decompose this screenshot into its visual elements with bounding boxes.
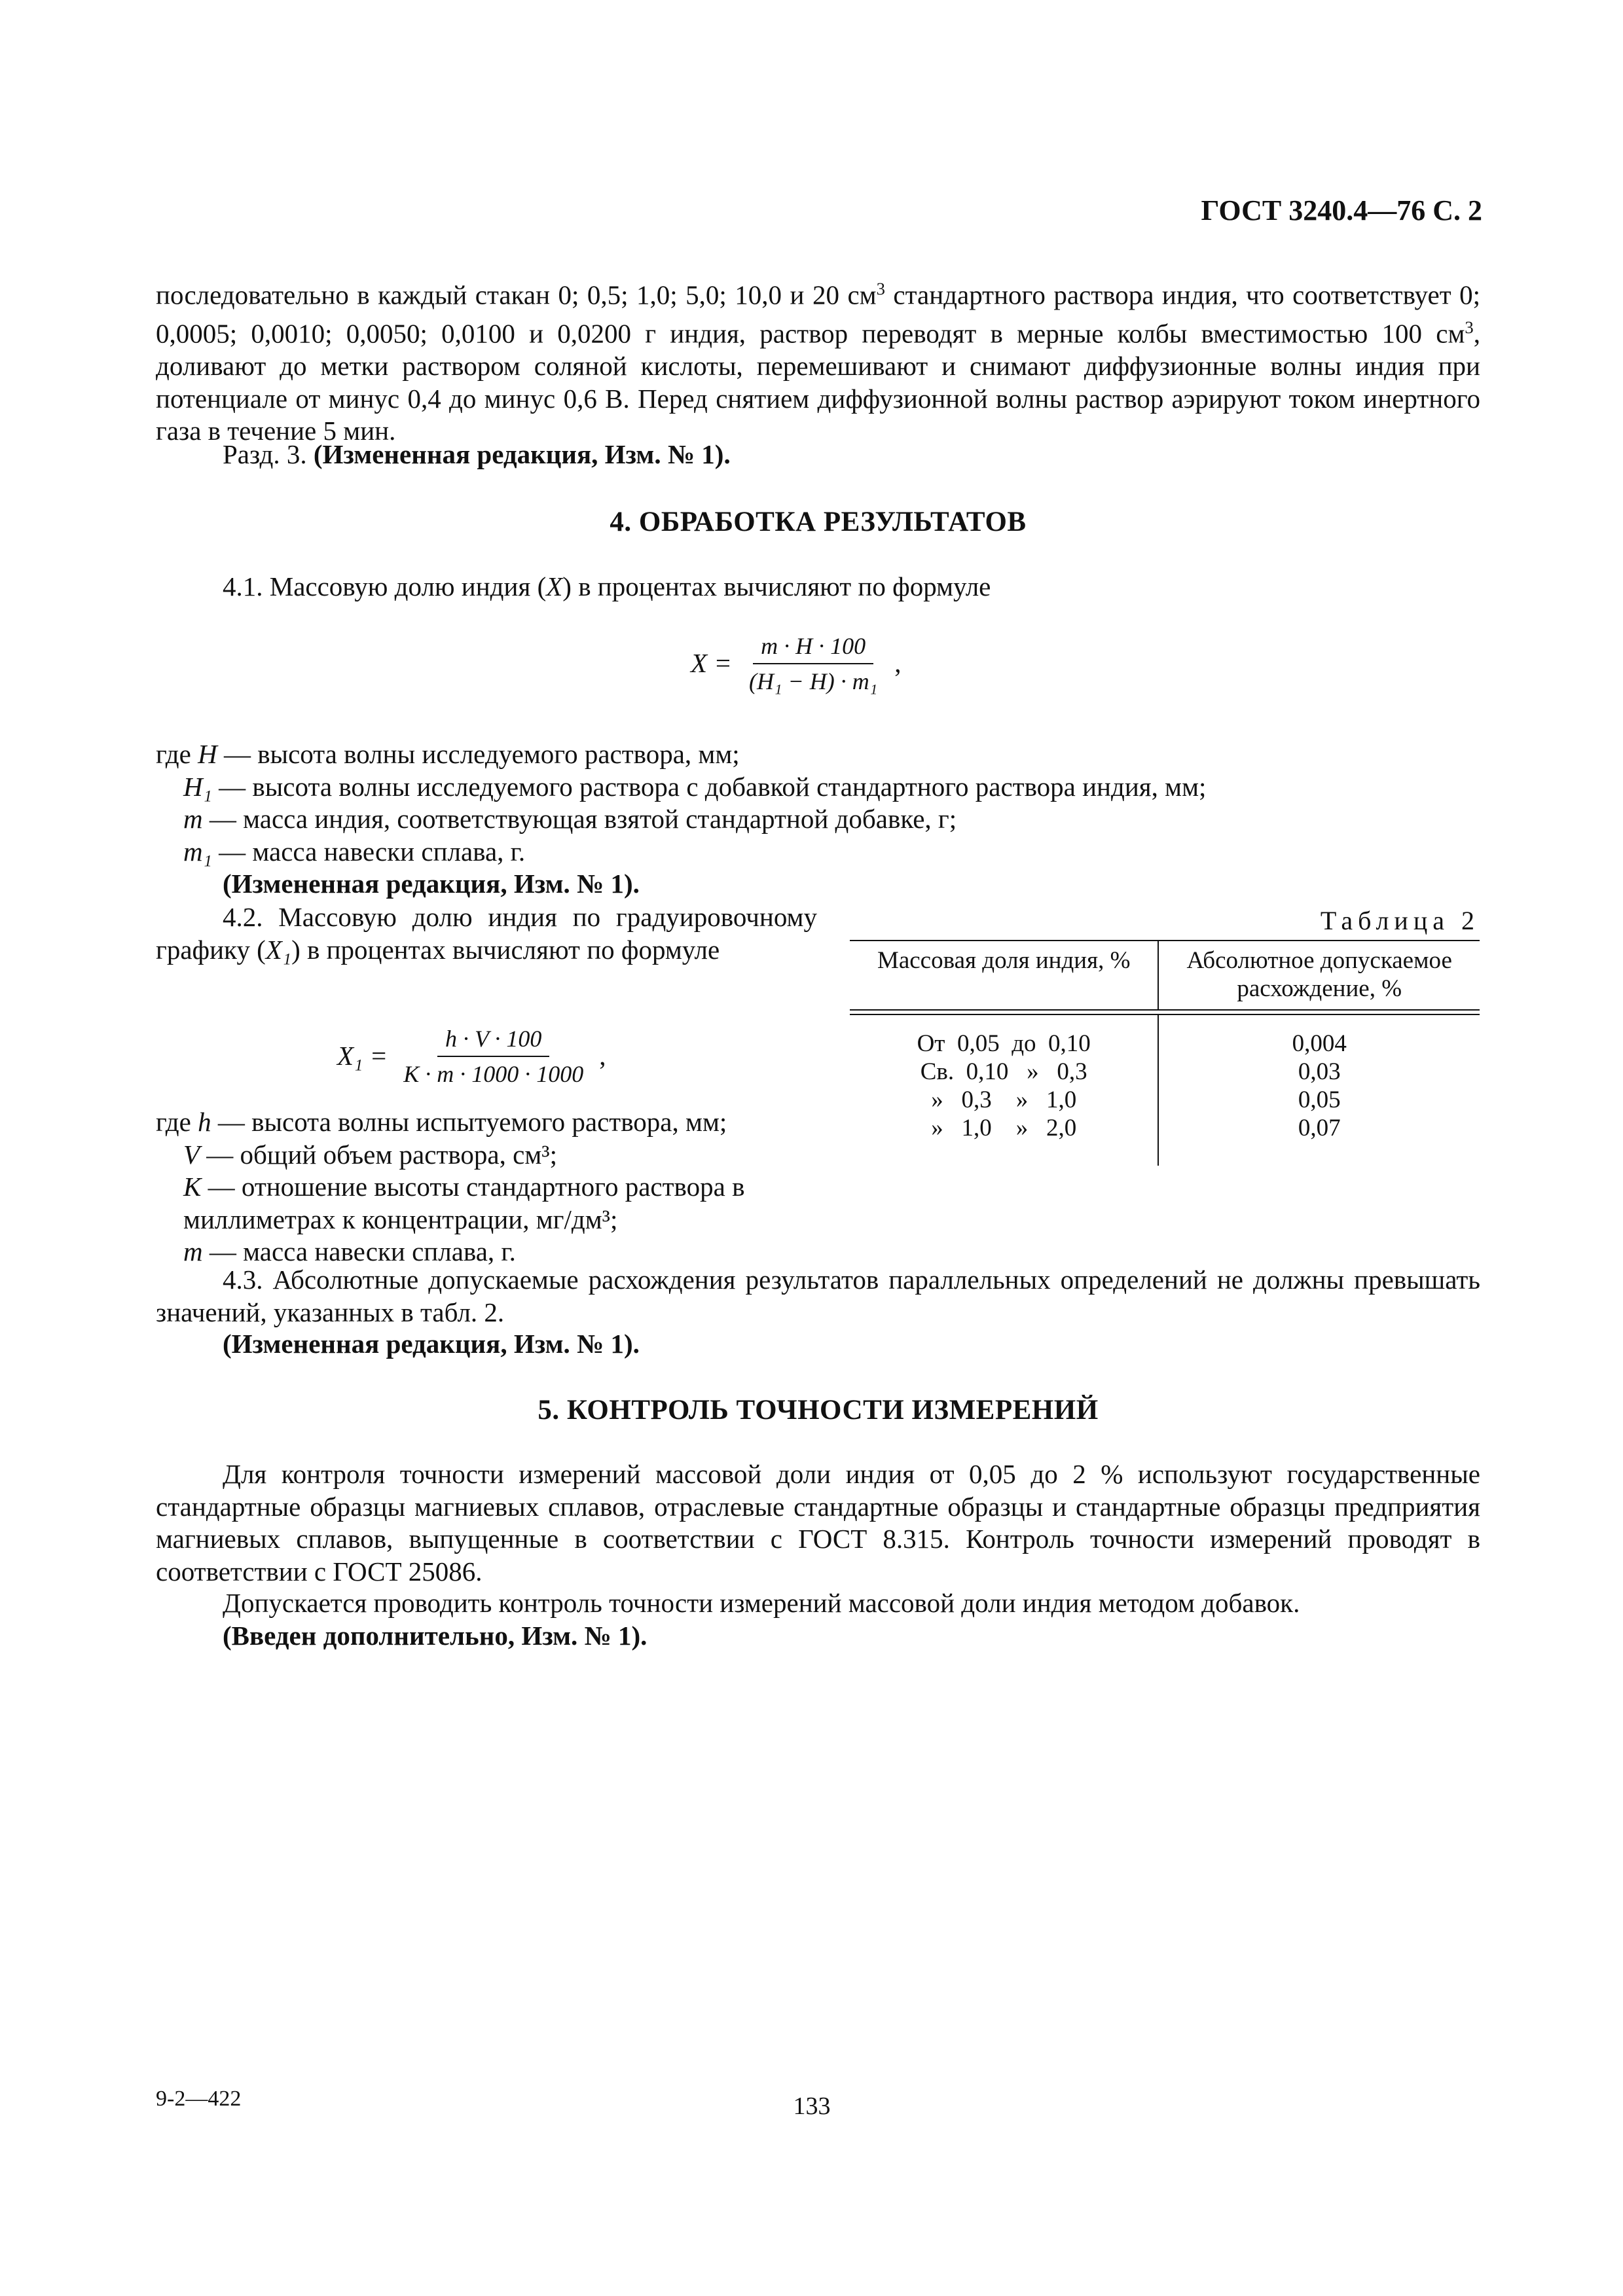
where-item — [156, 1171, 817, 1236]
definition: — высота волны исследуемого раствора с добавкой стандартного раствора индия, мм; — [211, 771, 1207, 802]
symbol: K — [183, 1172, 202, 1202]
superscript: 3 — [1465, 317, 1474, 338]
para-4-3: 4.3. Абсолютные допускаемые расхождения результатов параллельных определений не должны превышать значений, указанных в табл. 2. — [156, 1265, 1480, 1327]
section-4-title: 4. ОБРАБОТКА РЕЗУЛЬТАТОВ — [610, 507, 1027, 537]
formula-2-lhs: X₁ = — [337, 1041, 388, 1071]
definition: — масса навески сплава, г. — [211, 836, 526, 867]
p42-text-end: ) в процентах вычисляют по формуле — [291, 934, 720, 965]
symbol: H — [198, 739, 217, 769]
para-4-2 — [156, 901, 817, 966]
table-header-double-rule — [850, 1010, 1480, 1014]
p41-text: 4.1. Массовую долю индия ( — [223, 571, 547, 601]
symbol: H₁ — [183, 771, 212, 802]
formula-1-lhs: X = — [691, 648, 732, 679]
intro-text-2: стандартного раствора индия, что соответствует 0; 0,0005; 0,0010; 0,0050; 0,0100 и 0,0200 г индия, раствор переводят в мерные колбы вместимостью 100 см — [156, 279, 1480, 349]
table-caption: Таблица 2 — [1320, 906, 1480, 935]
symbol: m — [183, 1236, 203, 1266]
formula-2-denominator: K · m · 1000 · 1000 — [403, 1061, 584, 1087]
where-item — [156, 836, 1206, 869]
where-prefix: где — [156, 1107, 198, 1137]
table-cell-value: 0,004 — [1292, 1030, 1347, 1057]
where-item — [156, 1139, 817, 1172]
formula-2-comma: , — [599, 1041, 606, 1071]
formula-1-comma: , — [894, 648, 902, 679]
definition: — отношение высоты стандартного раствора в миллиметрах к концентрации, мг/дм³; — [183, 1172, 745, 1234]
table-cell-range: Св. 0,10 » 0,3 — [850, 1058, 1158, 1086]
intro-text-1: последовательно в каждый стакан 0; 0,5; 1,0; 5,0; 10,0 и 20 см — [156, 279, 877, 310]
table-header-tolerance: Абсолютное допускаемое расхождение, % — [1186, 947, 1452, 1002]
table-cell-range: » 0,3 » 1,0 — [850, 1086, 1158, 1114]
intro-text-3: , доливают до метки раствором соляной кислоты, перемешивают и снимают диффузионные волны индия при потенциале от минус 0,4 до минус 0,6 В. Перед снятием диффузионной волны раствор аэрируют током инертного газа в течение 5 мин. — [156, 318, 1480, 446]
symbol: m₁ — [183, 836, 212, 867]
table-cell-value: 0,05 — [1298, 1086, 1341, 1113]
section-5-paragraph-1: Для контроля точности измерений массовой доли индия от 0,05 до 2 % используют государственные стандартные образцы магниевых сплавов, отраслевые стандартные образцы и стандартные образцы предприятия магниевых сплавов, выпущенные в соответствии с ГОСТ 8.315. Контроль точности измерений проводят в соответствии с ГОСТ 25086. — [156, 1459, 1480, 1587]
definition: — высота волны исследуемого раствора, мм; — [217, 739, 740, 769]
edit-note: (Измененная редакция, Изм. № 1). — [223, 869, 640, 899]
where-item — [156, 803, 1206, 836]
table-cell-range: От 0,05 до 0,10 — [850, 1014, 1158, 1058]
definition: — высота волны испытуемого раствора, мм; — [211, 1107, 727, 1137]
section-5-title: 5. КОНТРОЛЬ ТОЧНОСТИ ИЗМЕРЕНИЙ — [538, 1395, 1099, 1426]
symbol: h — [198, 1107, 211, 1137]
formula-2 — [337, 1024, 606, 1088]
table-2 — [850, 941, 1480, 1166]
where-list-1 — [156, 738, 1206, 901]
p42-text: 4.2. Массовую долю индия по градуировочному графику ( — [156, 902, 817, 965]
section-5-paragraph-2: Допускается проводить контроль точности измерений массовой доли индия методом добавок. — [223, 1588, 1300, 1618]
table-header-mass: Массовая доля индия, % — [850, 941, 1158, 1010]
symbol: m — [183, 804, 203, 834]
where-item — [156, 771, 1206, 804]
document-reference: ГОСТ 3240.4—76 С. 2 — [1201, 194, 1482, 226]
table-cell-value: 0,07 — [1298, 1115, 1341, 1141]
where-item — [156, 738, 1206, 771]
page-number: 133 — [793, 2092, 831, 2120]
table-cell-range: » 1,0 » 2,0 — [850, 1114, 1158, 1166]
p41-text-end: ) в процентах вычисляют по формуле — [562, 571, 991, 601]
where-item — [156, 1106, 817, 1139]
symbol: V — [183, 1139, 200, 1170]
intro-paragraph — [156, 273, 1480, 448]
where-list-2 — [156, 1106, 817, 1268]
definition: — общий объем раствора, см³; — [200, 1139, 557, 1170]
edit-note: (Измененная редакция, Изм. № 1). — [223, 1329, 640, 1359]
formula-1-denominator: (H₁ − H) · m₁ — [748, 668, 878, 694]
where-prefix: где — [156, 739, 198, 769]
superscript: 3 — [876, 279, 885, 298]
definition: — масса индия, соответствующая взятой стандартной добавке, г; — [202, 804, 957, 834]
formula-1-numerator: m · H · 100 — [753, 632, 873, 664]
definition: — масса навески сплава, г. — [202, 1236, 516, 1266]
razd-label: Разд. 3. — [223, 439, 314, 469]
edit-note: (Введен дополнительно, Изм. № 1). — [223, 1621, 647, 1651]
var-x1: X₁ — [265, 934, 292, 965]
edit-note: (Измененная редакция, Изм. № 1). — [313, 439, 731, 469]
table-2-block — [850, 906, 1480, 1166]
formula-1-fraction — [741, 632, 885, 696]
para-4-1 — [223, 571, 991, 603]
formula-2-numerator: h · V · 100 — [437, 1024, 549, 1057]
table-cell-value: 0,03 — [1298, 1058, 1341, 1085]
formula-1 — [691, 632, 902, 696]
print-code: 9-2—422 — [156, 2087, 242, 2111]
razd-note — [223, 439, 731, 471]
formula-2-fraction — [395, 1024, 591, 1088]
var-x: X — [546, 571, 563, 601]
